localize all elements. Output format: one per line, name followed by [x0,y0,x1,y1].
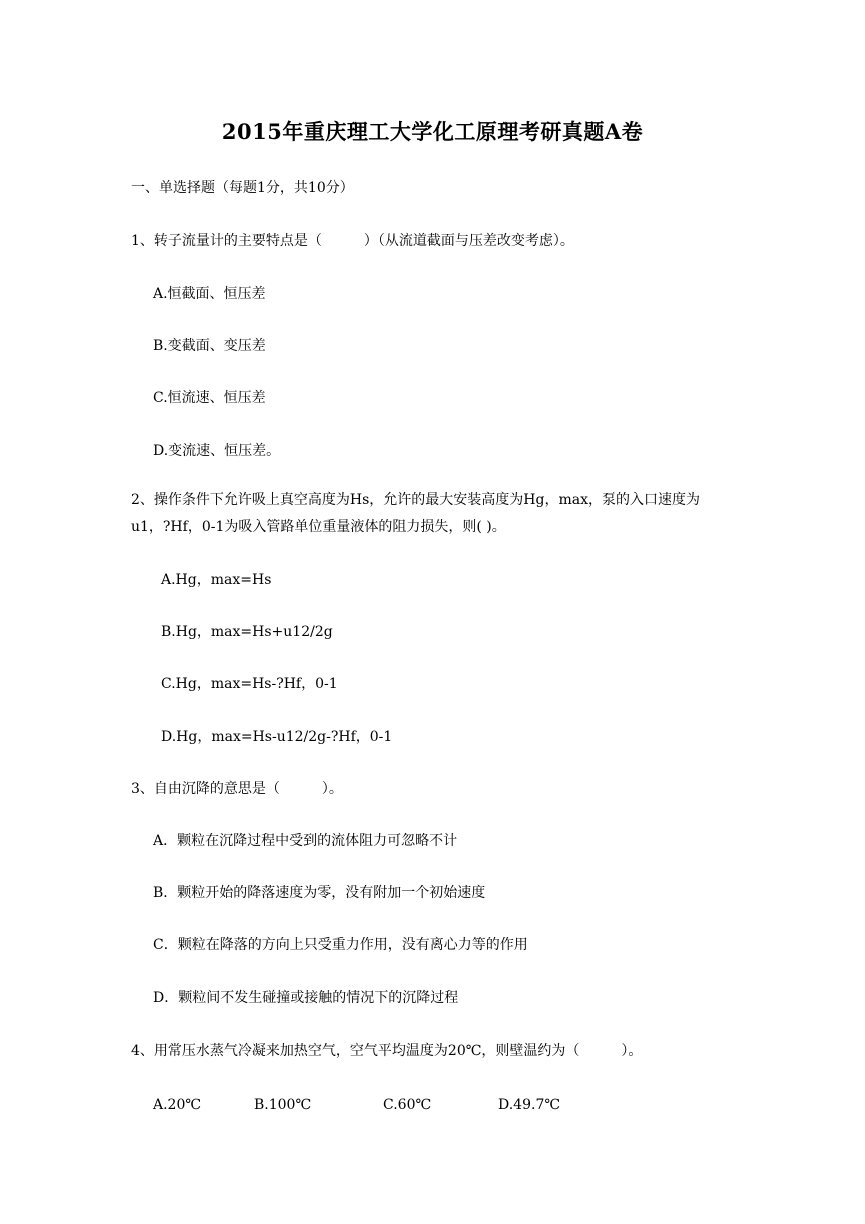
question-3-option-a: A．颗粒在沉降过程中受到的流体阻力可忽略不计 [153,833,458,849]
question-1-option-c: C.恒流速、恒压差 [153,390,266,406]
question-4-option-c: C.60℃ [383,1097,432,1113]
question-2-option-a: A.Hg，max=Hs [161,572,272,588]
question-1-option-a: A.恒截面、恒压差 [153,286,266,302]
question-2-option-d: D.Hg，max=Hs-u12/2g-?Hf，0-1 [161,729,393,745]
question-4-option-d: D.49.7℃ [498,1097,561,1113]
question-2-stem-line2: u1，?Hf，0-1为吸入管路单位重量液体的阻力损失，则( )。 [131,519,506,535]
question-4-option-a: A.20℃ [153,1097,202,1113]
question-3-stem: 3、自由沉降的意思是（ ）。 [131,781,343,797]
question-1-option-d: D.变流速、恒压差。 [153,443,281,459]
section-header: 一、单选择题（每题1分，共10分） [131,180,354,196]
exam-title: 2015年重庆理工大学化工原理考研真题A卷 [221,119,644,144]
question-3-option-d: D．颗粒间不发生碰撞或接触的情况下的沉降过程 [153,990,459,1006]
question-2-option-c: C.Hg，max=Hs-?Hf，0-1 [161,676,338,692]
question-2-option-b: B.Hg，max=Hs+u12/2g [161,624,333,640]
question-1-option-b: B.变截面、变压差 [153,338,266,354]
question-4-stem: 4、用常压水蒸气冷凝来加热空气，空气平均温度为20℃，则壁温约为（ ）。 [131,1043,643,1059]
question-2-stem-line1: 2、操作条件下允许吸上真空高度为Hs，允许的最大安装高度为Hg，max，泵的入口速度为 [131,492,700,508]
question-4-option-b: B.100℃ [254,1097,312,1113]
question-3-option-c: C．颗粒在降落的方向上只受重力作用，没有离心力等的作用 [153,937,528,953]
question-3-option-b: B．颗粒开始的降落速度为零，没有附加一个初始速度 [153,885,486,901]
question-1-stem: 1、转子流量计的主要特点是（ ）（从流道截面与压差改变考虑）。 [131,233,574,249]
